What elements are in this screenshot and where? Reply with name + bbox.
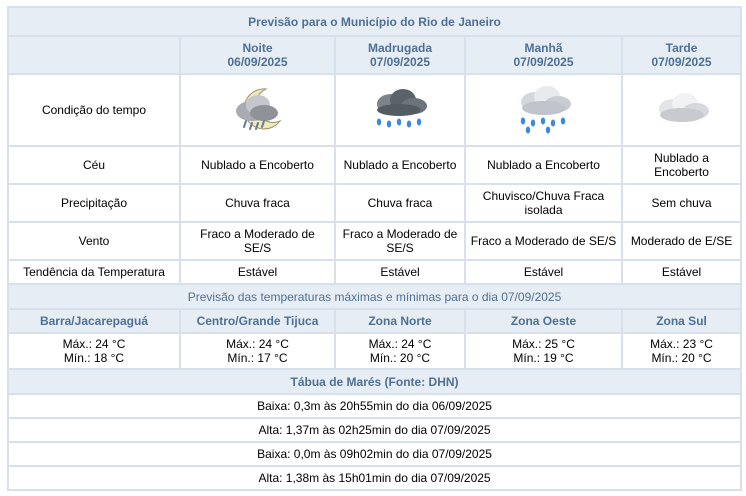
zone-name: Zona Oeste [465, 309, 622, 333]
period-header [465, 36, 622, 74]
period-date: 06/09/2025 [227, 55, 288, 69]
wind-cell: Moderado de E/SE [622, 222, 741, 260]
dark-cloud-rain-icon [369, 88, 431, 132]
tides-title: Tábua de Marés (Fonte: DHN) [8, 369, 741, 394]
wind-cell: Fraco a Moderado de SE/S [335, 222, 465, 260]
trend-cell: Estável [180, 260, 335, 284]
zone-name: Barra/Jacarepaguá [8, 309, 180, 333]
sky-cell: Nublado a Encoberto [465, 146, 622, 184]
cloud-icon [651, 87, 713, 133]
period-name: Manhã [524, 41, 563, 55]
condition-cell [180, 74, 335, 146]
condition-cell [335, 74, 465, 146]
sky-cell: Nublado a Encoberto [335, 146, 465, 184]
corner-cell [8, 36, 180, 74]
zone-name: Zona Norte [335, 309, 465, 333]
row-label-condition: Condição do tempo [8, 74, 180, 146]
zone-name: Zona Sul [622, 309, 741, 333]
precip-cell: Sem chuva [622, 184, 741, 222]
temp-min: Mín.: 17 °C [227, 351, 288, 365]
row-label-sky: Céu [8, 146, 180, 184]
tide-row: Alta: 1,37m às 02h25min do dia 07/09/2025 [8, 418, 741, 442]
condition-cell [622, 74, 741, 146]
zone-temps [8, 333, 180, 369]
precip-cell: Chuvisco/Chuva Fraca isolada [465, 184, 622, 222]
temperatures-title: Previsão das temperaturas máximas e mínimas para o dia 07/09/2025 [8, 284, 741, 309]
row-label-temperature-trend: Tendência da Temperatura [8, 260, 180, 284]
precip-cell: Chuva fraca [335, 184, 465, 222]
wind-cell: Fraco a Moderado de SE/S [180, 222, 335, 260]
wind-cell: Fraco a Moderado de SE/S [465, 222, 622, 260]
tide-row: Baixa: 0,0m às 09h02min do dia 07/09/2025 [8, 442, 741, 466]
sky-cell: Nublado a Encoberto [622, 146, 741, 184]
zone-temps [622, 333, 741, 369]
period-date: 07/09/2025 [651, 55, 712, 69]
zone-temps [335, 333, 465, 369]
precip-cell: Chuva fraca [180, 184, 335, 222]
period-header [622, 36, 741, 74]
zone-temps [180, 333, 335, 369]
zone-temps [465, 333, 622, 369]
period-header [335, 36, 465, 74]
tide-row: Alta: 1,38m às 15h01min do dia 07/09/2025 [8, 466, 741, 490]
tide-row: Baixa: 0,3m às 20h55min do dia 06/09/2025 [8, 394, 741, 418]
row-label-precipitation: Precipitação [8, 184, 180, 222]
temp-max: Máx.: 24 °C [368, 337, 432, 351]
cloud-rain-icon [513, 84, 575, 136]
period-header [180, 36, 335, 74]
temp-max: Máx.: 24 °C [226, 337, 289, 351]
row-label-wind: Vento [8, 222, 180, 260]
trend-cell: Estável [622, 260, 741, 284]
period-name: Madrugada [367, 41, 432, 55]
temp-max: Máx.: 25 °C [512, 337, 575, 351]
cloud-moon-rain-icon [228, 81, 288, 139]
period-name: Noite [242, 41, 273, 55]
temp-min: Mín.: 20 °C [369, 351, 431, 365]
zone-name: Centro/Grande Tijuca [180, 309, 335, 333]
temp-min: Mín.: 19 °C [513, 351, 574, 365]
trend-cell: Estável [465, 260, 622, 284]
period-date: 07/09/2025 [369, 55, 431, 69]
trend-cell: Estável [335, 260, 465, 284]
temp-min: Mín.: 18 °C [63, 351, 125, 365]
condition-cell [465, 74, 622, 146]
period-name: Tarde [665, 41, 698, 55]
forecast-table [7, 6, 742, 491]
period-date: 07/09/2025 [513, 55, 574, 69]
temp-min: Mín.: 20 °C [651, 351, 712, 365]
temp-max: Máx.: 24 °C [62, 337, 126, 351]
temp-max: Máx.: 23 °C [650, 337, 713, 351]
sky-cell: Nublado a Encoberto [180, 146, 335, 184]
forecast-title: Previsão para o Município do Rio de Janeiro [8, 7, 741, 36]
